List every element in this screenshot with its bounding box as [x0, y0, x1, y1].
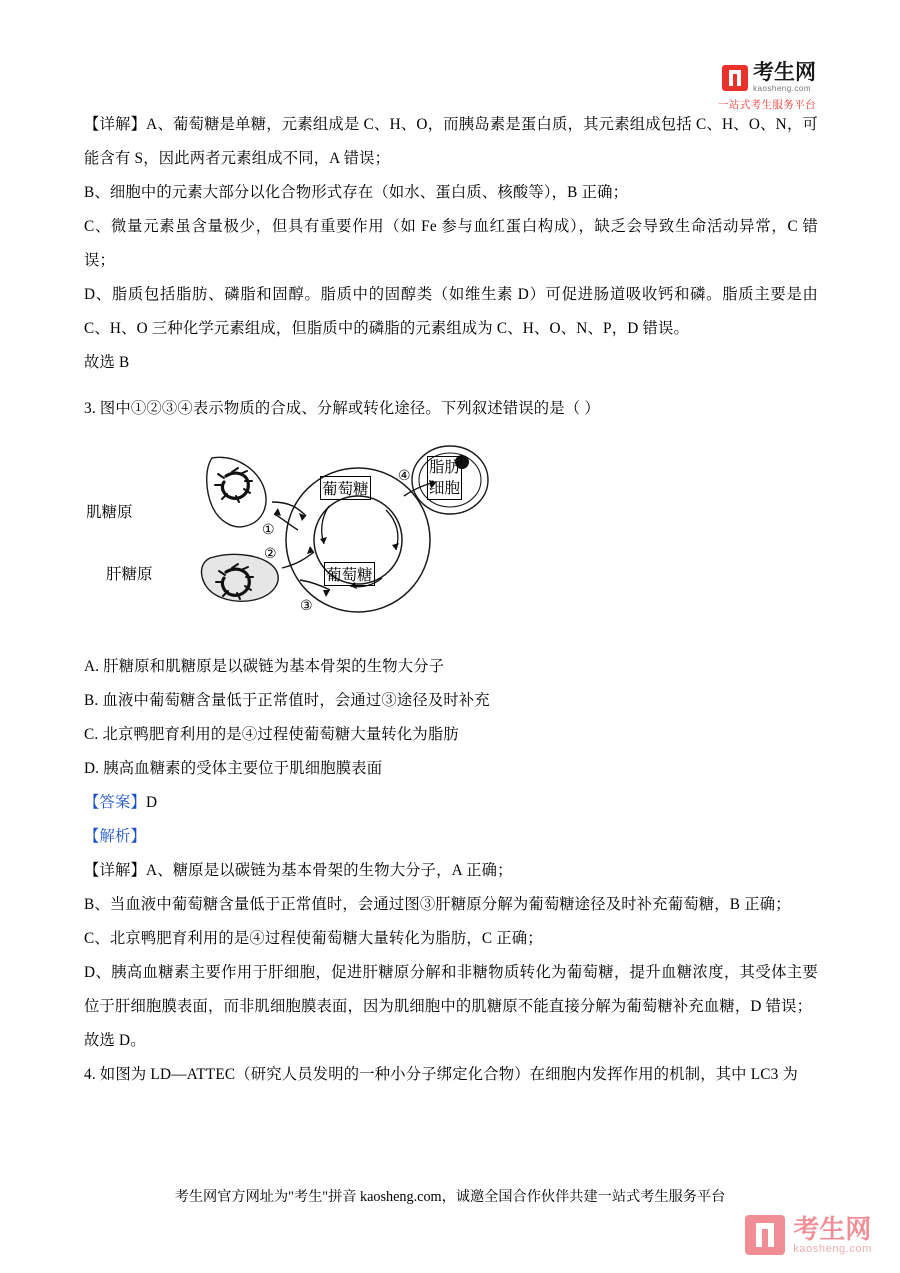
paragraph-detail-a: 【详解】A、葡萄糖是单糖，元素组成是 C、H、O，而胰岛素是蛋白质，其元素组成包括 C、H、O、N，可能含有 S，因此两者元素组成不同，A 错误； — [84, 116, 818, 167]
option-d: D. 胰高血糖素的受体主要位于肌细胞膜表面 — [84, 760, 383, 777]
logo-tagline: 一站式考生服务平台 — [717, 99, 816, 111]
logo-subtitle: kaosheng.com — [753, 84, 812, 93]
option-a: A. 肝糖原和肌糖原是以碳链为基本骨架的生物大分子 — [84, 658, 445, 675]
analysis-line — [84, 820, 818, 854]
paragraph-detail-b: B、细胞中的元素大部分以化合物形式存在（如水、蛋白质、核酸等），B 正确； — [84, 184, 629, 201]
question-3-stem: 3. 图中①②③④表示物质的合成、分解或转化途径。下列叙述错误的是（ ） — [84, 400, 600, 417]
footer-text: 考生网官方网址为"考生"拼音 kaosheng.com，诚邀全国合作伙伴共建一站式考生服务平台 — [174, 1189, 726, 1205]
page-footer — [0, 1186, 900, 1206]
watermark-subtitle: kaosheng.com — [793, 1242, 872, 1255]
logo-row — [722, 62, 816, 93]
question-4-stem: 4. 如图为 LD—ATTEC（研究人员发明的一种小分子绑定化合物）在细胞内发挥作用的机制，其中 LC3 为 — [84, 1066, 799, 1083]
analysis-label: 【解析】 — [84, 828, 146, 845]
document-content — [84, 108, 818, 1092]
label-liver-glycogen: 肝糖原 — [106, 566, 153, 583]
paragraph-answer-b: 故选 B — [84, 354, 130, 371]
paragraph-detail-c: C、微量元素虽含量极少，但具有重要作用（如 Fe 参与血红蛋白构成），缺乏会导致生命活动异常，C 错误； — [84, 218, 818, 269]
option-b: B. 血液中葡萄糖含量低于正常值时，会通过③途径及时补充 — [84, 692, 490, 709]
glucose-metabolism-diagram — [86, 440, 506, 640]
paragraph-detail-d: D、脂质包括脂肪、磷脂和固醇。脂质中的固醇类（如维生素 D）可促进肠道吸收钙和磷。脂质主要是由 C、H、O 三种化学元素组成，但脂质中的磷脂的元素组成为 C、H、O、N、P，D 错误。 — [84, 286, 818, 337]
answer-value: D — [146, 794, 158, 811]
logo-title: 考生网 — [753, 61, 816, 84]
watermark-title: 考生网 — [793, 1213, 872, 1244]
watermark — [745, 1215, 872, 1255]
option-c: C. 北京鸭肥育利用的是④过程使葡萄糖大量转化为脂肪 — [84, 726, 459, 743]
watermark-logo-icon — [745, 1215, 785, 1255]
kaosheng-logo-icon — [722, 65, 748, 91]
detail-b: B、当血液中葡萄糖含量低于正常值时，会通过图③肝糖原分解为葡萄糖途径及时补充葡萄糖，B 正确； — [84, 896, 791, 913]
label-num-2: ② — [264, 547, 277, 562]
label-glucose-bottom: 葡萄糖 — [324, 562, 375, 586]
detail-c: C、北京鸭肥育利用的是④过程使葡萄糖大量转化为脂肪，C 正确； — [84, 930, 543, 947]
answer-label: 【答案】 — [84, 794, 146, 811]
label-num-4: ④ — [398, 469, 411, 484]
detail-d: D、胰高血糖素主要作用于肝细胞，促进肝糖原分解和非糖物质转化为葡萄糖，提升血糖浓度，其受体主要位于肝细胞膜表面，而非肌细胞膜表面，因为肌细胞中的肌糖原不能直接分解为葡萄糖补充血糖，D 错误； — [84, 964, 818, 1015]
label-fat-cell: 脂肪 细胞 — [427, 456, 462, 500]
label-num-1: ① — [262, 523, 275, 538]
site-logo — [718, 62, 816, 112]
label-glucose-top: 葡萄糖 — [320, 476, 371, 500]
answer-line — [84, 786, 818, 820]
label-num-3: ③ — [300, 599, 313, 614]
answer-conclusion: 故选 D。 — [84, 1032, 146, 1049]
detail-a: 【详解】A、糖原是以碳链为基本骨架的生物大分子，A 正确； — [84, 862, 513, 879]
label-muscle-glycogen: 肌糖原 — [86, 504, 133, 521]
